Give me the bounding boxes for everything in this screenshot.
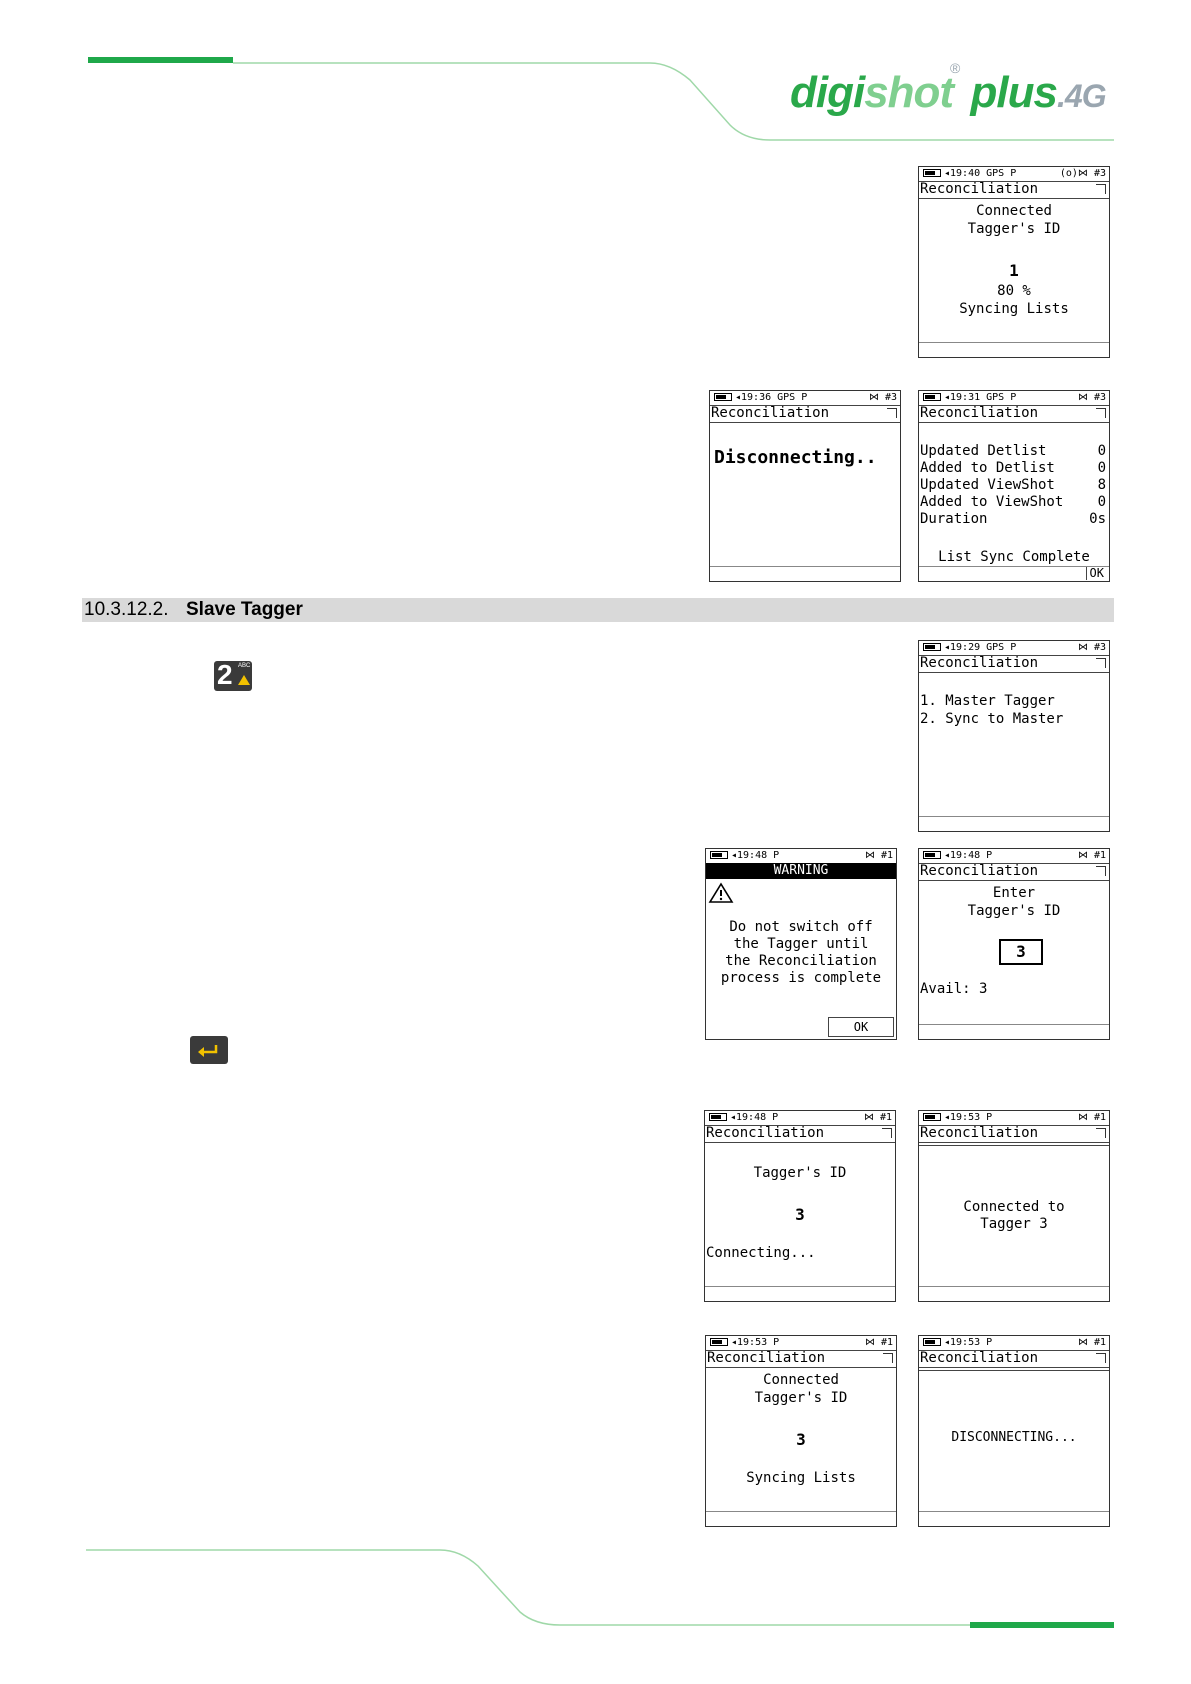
ok-button[interactable]: OK [1086, 567, 1107, 580]
battery-icon [923, 1113, 941, 1121]
logo-part-digi: digi [790, 68, 865, 117]
screen-title: Reconciliation [919, 405, 1109, 423]
screen-text: Tagger 3 [980, 1216, 1048, 1232]
screen-text: Tagger's ID [754, 1390, 848, 1406]
footer-line [705, 1286, 895, 1287]
warning-text: the Tagger until [733, 936, 869, 952]
stat-value: 0s [1089, 511, 1106, 527]
section-header [82, 598, 1114, 622]
screen-syncing-slave [705, 1335, 897, 1527]
screen-text: Connected [763, 1372, 839, 1388]
screen-text: Tagger's ID [753, 1165, 847, 1181]
menu-item-sync-to-master[interactable]: 2. Sync to Master [920, 711, 1064, 727]
screen-text: Enter [992, 885, 1036, 901]
footer-line [919, 566, 1109, 567]
screen-title: Reconciliation [705, 1125, 895, 1143]
stat-label: Added to ViewShot [920, 494, 1064, 510]
footer-line [710, 566, 900, 567]
status-bar: ◂19:48 P ⋈ #1 [705, 1111, 895, 1126]
corner-icon [1096, 658, 1106, 668]
stat-value: 0 [1097, 443, 1106, 459]
status-bar: ◂19:29 GPS P ⋈ #3 [919, 641, 1109, 656]
corner-icon [1096, 1128, 1106, 1138]
status-bar: ◂19:40 GPS P (o)⋈ #3 [919, 167, 1109, 182]
screen-text: Syncing Lists [746, 1470, 856, 1486]
screen-connecting [704, 1110, 896, 1302]
header-accent-bar [88, 57, 233, 63]
corner-icon [883, 1353, 893, 1363]
status-bar: ◂19:53 P ⋈ #1 [919, 1336, 1109, 1351]
footer-line [919, 1024, 1109, 1025]
footer-line [706, 1511, 896, 1512]
logo-registered-mark: ® [950, 60, 960, 76]
status-bar: ◂19:53 P ⋈ #1 [919, 1111, 1109, 1126]
footer-accent-bar [970, 1622, 1114, 1628]
footer-line [919, 1511, 1109, 1512]
battery-icon [709, 1113, 727, 1121]
corner-icon [1096, 408, 1106, 418]
sync-status-text: List Sync Complete [938, 549, 1090, 565]
corner-icon [1096, 1353, 1106, 1363]
screen-title: Reconciliation [919, 181, 1109, 199]
tagger-id-input[interactable]: 3 [999, 939, 1043, 965]
footer-line [919, 1286, 1109, 1287]
battery-icon [714, 393, 732, 401]
tagger-id-value: 3 [796, 1430, 806, 1449]
enter-key-icon [190, 1036, 228, 1064]
stat-label: Duration [920, 511, 988, 527]
screen-syncing-master [918, 166, 1110, 358]
warning-text: process is complete [720, 970, 882, 986]
warning-title: WARNING [706, 863, 896, 879]
keypad-2-icon: 2 ABC [214, 661, 252, 691]
battery-icon [710, 1338, 728, 1346]
screen-reconciliation-menu [918, 640, 1110, 832]
logo-part-shot: shot [864, 68, 954, 117]
screen-text: Tagger's ID [967, 221, 1061, 237]
battery-icon [923, 393, 941, 401]
warning-text: the Reconciliation [725, 953, 877, 969]
screen-title: Reconciliation [919, 1125, 1109, 1143]
screen-warning [705, 848, 897, 1040]
screen-title: Reconciliation [706, 1350, 896, 1368]
section-number: 10.3.12.2. [84, 599, 169, 620]
screen-message: DISCONNECTING... [951, 1430, 1077, 1445]
screen-title: Reconciliation [919, 1350, 1109, 1368]
status-bar: ◂19:31 GPS P ⋈ #3 [919, 391, 1109, 406]
status-bar: ◂19:48 P ⋈ #1 [706, 849, 896, 864]
corner-icon [1096, 866, 1106, 876]
stat-value: 0 [1097, 460, 1106, 476]
logo-part-plus: plus [970, 68, 1057, 117]
corner-icon [887, 408, 897, 418]
battery-icon [923, 1338, 941, 1346]
tagger-id-value: 1 [1009, 261, 1019, 280]
footer-curve-line [86, 1550, 970, 1625]
battery-icon [710, 851, 728, 859]
corner-icon [882, 1128, 892, 1138]
footer-line [919, 816, 1109, 817]
screen-connected-to-tagger [918, 1110, 1110, 1302]
screen-sync-complete [918, 390, 1110, 582]
avail-text: Avail: 3 [920, 981, 988, 997]
status-bar: ◂19:36 GPS P ⋈ #3 [710, 391, 900, 406]
screen-disconnecting [709, 390, 901, 582]
status-bar: ◂19:48 P ⋈ #1 [919, 849, 1109, 864]
screen-title: Reconciliation [710, 405, 900, 423]
tagger-id-value: 3 [795, 1205, 805, 1224]
battery-icon [923, 169, 941, 177]
screen-text: Tagger's ID [967, 903, 1061, 919]
brand-logo [790, 60, 1106, 118]
warning-text: Do not switch off [729, 919, 873, 935]
corner-icon [1096, 184, 1106, 194]
screen-title: Reconciliation [919, 863, 1109, 881]
stat-label: Added to Detlist [920, 460, 1055, 476]
stat-label: Updated ViewShot [920, 477, 1055, 493]
screen-text: Syncing Lists [959, 301, 1069, 317]
connecting-text: Connecting... [706, 1245, 816, 1261]
menu-item-master-tagger[interactable]: 1. Master Tagger [920, 693, 1055, 709]
status-bar: ◂19:53 P ⋈ #1 [706, 1336, 896, 1351]
screen-message: Disconnecting.. [714, 447, 877, 468]
warning-icon [708, 882, 734, 904]
stat-value: 0 [1097, 494, 1106, 510]
stat-label: Updated Detlist [920, 443, 1047, 459]
progress-percent: 80 % [997, 283, 1031, 299]
ok-button[interactable]: OK [828, 1017, 894, 1037]
footer-line [919, 342, 1109, 343]
section-title: Slave Tagger [186, 599, 303, 620]
screen-title: Reconciliation [919, 655, 1109, 673]
logo-part-4g: .4G [1057, 78, 1106, 114]
battery-icon [923, 643, 941, 651]
screen-enter-tagger-id [918, 848, 1110, 1040]
stat-value: 8 [1097, 477, 1106, 493]
screen-text: Connected [976, 203, 1052, 219]
screen-disconnecting-slave [918, 1335, 1110, 1527]
screen-text: Connected to [963, 1199, 1065, 1215]
battery-icon [923, 851, 941, 859]
